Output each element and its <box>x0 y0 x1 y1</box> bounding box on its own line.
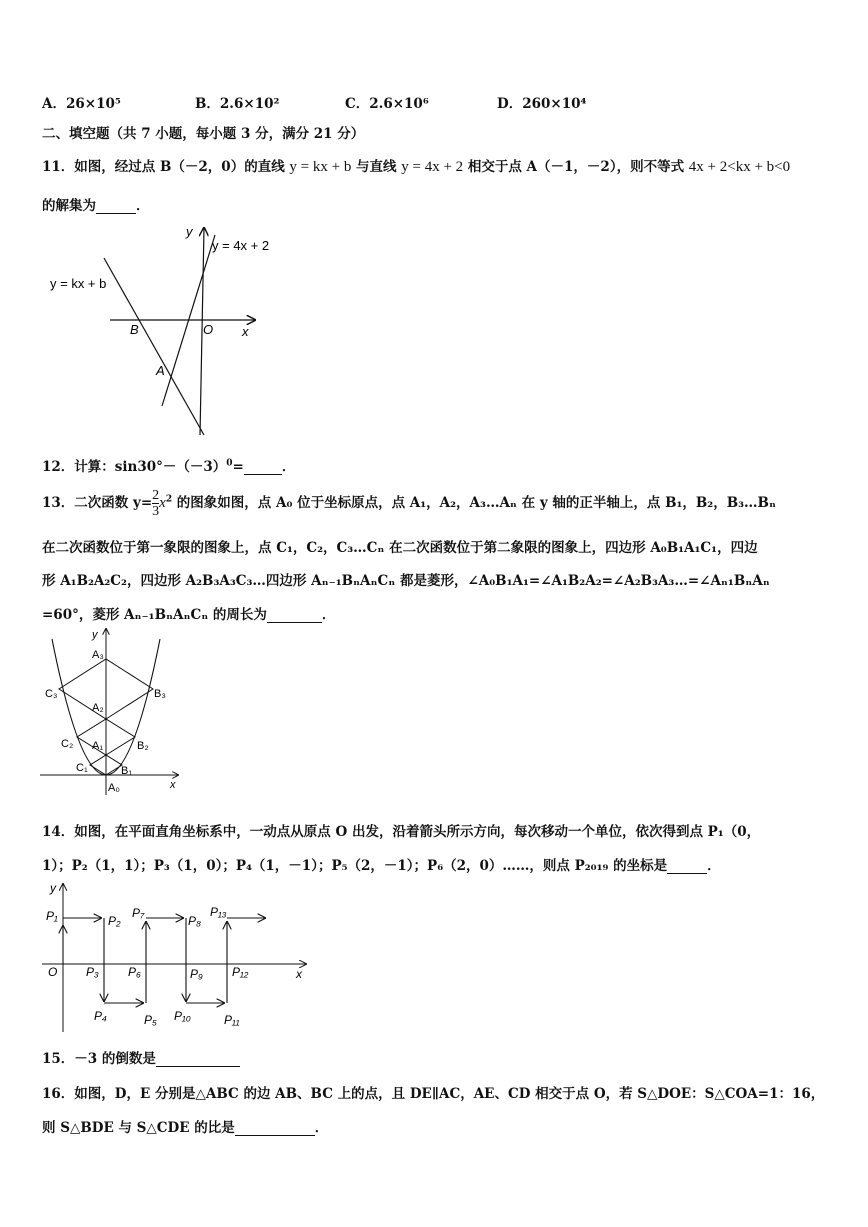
q11-point-b-label: B <box>130 322 139 337</box>
q13-text1: 二次函数 y= <box>74 495 153 511</box>
q11-point-a-label: A <box>156 363 165 378</box>
q13-line3: 形 A₁B₂A₂C₂，四边形 A₂B₃A₃C₃…四边形 Aₙ₋₁BₙAₙCₙ 都是菱形，∠A₀B₁A₁=∠A₁B₂A₂=∠A₂B₃A₃…=∠Aₙ₁BₙAₙ <box>42 573 770 589</box>
q11-number: 11． <box>42 159 75 175</box>
q11-eq2: y = 4x + 2 <box>401 159 464 175</box>
q13-end: ． <box>321 607 336 623</box>
q14-label-p10: P₁₀ <box>174 1009 191 1023</box>
q14-line2 <box>42 854 721 874</box>
q14-label-p6: P₆ <box>128 965 141 979</box>
q13-answer-blank[interactable] <box>267 608 322 623</box>
q16-number: 16． <box>42 1086 75 1102</box>
section-heading: 二、填空题（共 7 小题，每小题 3 分，满分 21 分） <box>42 126 365 142</box>
q16-line2 <box>42 1116 328 1136</box>
q13-figure <box>38 625 188 797</box>
option-a: A．26×10⁵ <box>42 96 121 112</box>
q13-label-y: y <box>92 629 98 641</box>
q11-end: ． <box>136 198 150 214</box>
q11-x-label: x <box>242 324 249 339</box>
q12-exponent: 0 <box>226 458 233 469</box>
q13-label-b3: B₃ <box>154 688 166 700</box>
q12-line <box>42 455 295 475</box>
q11-line2-text: 的解集为 <box>42 198 96 214</box>
q15-answer-blank[interactable] <box>156 1052 240 1067</box>
q13-frac-num: 2 <box>152 488 160 503</box>
q14-end: ． <box>707 858 721 874</box>
q13-x: x <box>159 495 166 511</box>
q15-number: 15． <box>42 1051 75 1067</box>
q11-line2 <box>42 194 150 214</box>
q13-label-a1: A₁ <box>92 740 104 752</box>
q14-label-p7: P₇ <box>132 906 145 920</box>
q14-line1 <box>42 820 760 840</box>
q13-label-x: x <box>170 779 176 791</box>
q11-line1-label: y = 4x + 2 <box>212 238 270 253</box>
q11-line2-label: y = kx + b <box>50 276 107 291</box>
q15-text: －3 的倒数是 <box>74 1051 156 1067</box>
q13-label-b1: B₁ <box>121 765 133 777</box>
q12-equals: = <box>232 459 244 475</box>
option-d: D．260×10⁴ <box>497 96 587 112</box>
q14-label-p3: P₃ <box>86 965 99 979</box>
option-c: C．2.6×10⁶ <box>345 96 429 112</box>
q13-label-c3: C₃ <box>45 688 58 700</box>
q13-line4-text: =60°，菱形 Aₙ₋₁BₙAₙCₙ 的周长为 <box>42 607 267 623</box>
q14-label-o: O <box>48 965 58 979</box>
q16-line2-text: 则 S△BDE 与 S△CDE 的比是 <box>42 1120 235 1136</box>
q11-answer-blank[interactable] <box>96 199 136 214</box>
q14-label-p12: P₁₂ <box>232 965 249 979</box>
q14-label-p9: P₉ <box>190 967 203 981</box>
q16-end: ． <box>314 1120 329 1136</box>
q16-line1-text: 如图，D，E 分别是△ABC 的边 AB、BC 上的点，且 DE∥AC，AE、CD 相交于点 O，若 S△DOE：S△COA=1：16， <box>74 1086 825 1102</box>
q11-line-kx <box>104 258 204 435</box>
q13-label-a0: A₀ <box>108 782 120 794</box>
q11-text-b: 与直线 <box>351 159 402 175</box>
q11-inequality: 4x + 2<kx + b<0 <box>688 159 791 175</box>
q11-line1 <box>42 155 790 176</box>
q13-text3: 的图象如图，点 A₀ 位于坐标原点，点 A₁，A₂，A₃…Aₙ 在 y 轴的正半轴上，点 B₁，B₂，B₃…Bₙ <box>172 495 776 511</box>
q11-figure <box>40 220 300 445</box>
q14-label-p5: P₅ <box>144 1013 157 1027</box>
q12-number: 12． <box>42 459 75 475</box>
q11-origin-label: O <box>203 322 214 337</box>
q14-answer-blank[interactable] <box>667 859 707 874</box>
q13-label-c2: C₂ <box>61 738 74 750</box>
q11-text-a: 如图，经过点 B（－2，0）的直线 <box>74 159 290 175</box>
q14-label-p13: P₁₃ <box>210 905 227 919</box>
q15-line <box>42 1047 240 1067</box>
q12-end: ． <box>281 459 296 475</box>
q14-label-p4: P₄ <box>94 1009 107 1023</box>
q13-line2: 在二次函数位于第一象限的图象上，点 C₁，C₂，C₃…Cₙ 在二次函数位于第二象限的图象上，四边形 A₀B₁A₁C₁，四边 <box>42 540 758 556</box>
q13-label-b2: B₂ <box>137 740 149 752</box>
q13-frac-den: 3 <box>152 504 160 519</box>
q14-line2-text: 1）；P₂（1，1）；P₃（1，0）；P₄（1，－1）；P₅（2，－1）；P₆（2，0）……，则点 P₂₀₁₉ 的坐标是 <box>42 858 668 874</box>
q14-label-y: y <box>50 881 56 895</box>
q14-number: 14． <box>42 824 75 840</box>
option-b: B．2.6×10² <box>195 96 280 112</box>
q12-text: 计算：sin30°－（－3） <box>74 459 227 475</box>
q14-line1-text: 如图，在平面直角坐标系中，一动点从原点 O 出发，沿着箭头所示方向，每次移动一个单位，依次得到点 P₁（0， <box>74 824 761 840</box>
q11-eq1: y = kx + b <box>289 159 352 175</box>
q13-label-a3: A₃ <box>92 649 104 661</box>
q14-label-p8: P₈ <box>188 914 202 928</box>
q13-exp: 2 <box>165 494 173 505</box>
q13-number: 13． <box>42 495 75 511</box>
q16-line1 <box>42 1082 824 1102</box>
q13-line1 <box>42 488 776 519</box>
q11-y-label: y <box>186 224 193 239</box>
q11-text-c: 相交于点 A（－1，－2），则不等式 <box>463 159 689 175</box>
q16-answer-blank[interactable] <box>235 1121 315 1136</box>
q14-label-x: x <box>296 967 302 981</box>
q14-figure <box>38 878 313 1036</box>
q13-label-c1: C₁ <box>76 762 88 774</box>
q14-label-p11: P₁₁ <box>224 1013 240 1027</box>
q13-line4 <box>42 603 335 623</box>
q13-label-a2: A₂ <box>92 702 104 714</box>
q14-label-p1: P₁ <box>46 909 58 923</box>
q14-label-p2: P₂ <box>108 914 121 928</box>
q12-answer-blank[interactable] <box>244 460 282 475</box>
